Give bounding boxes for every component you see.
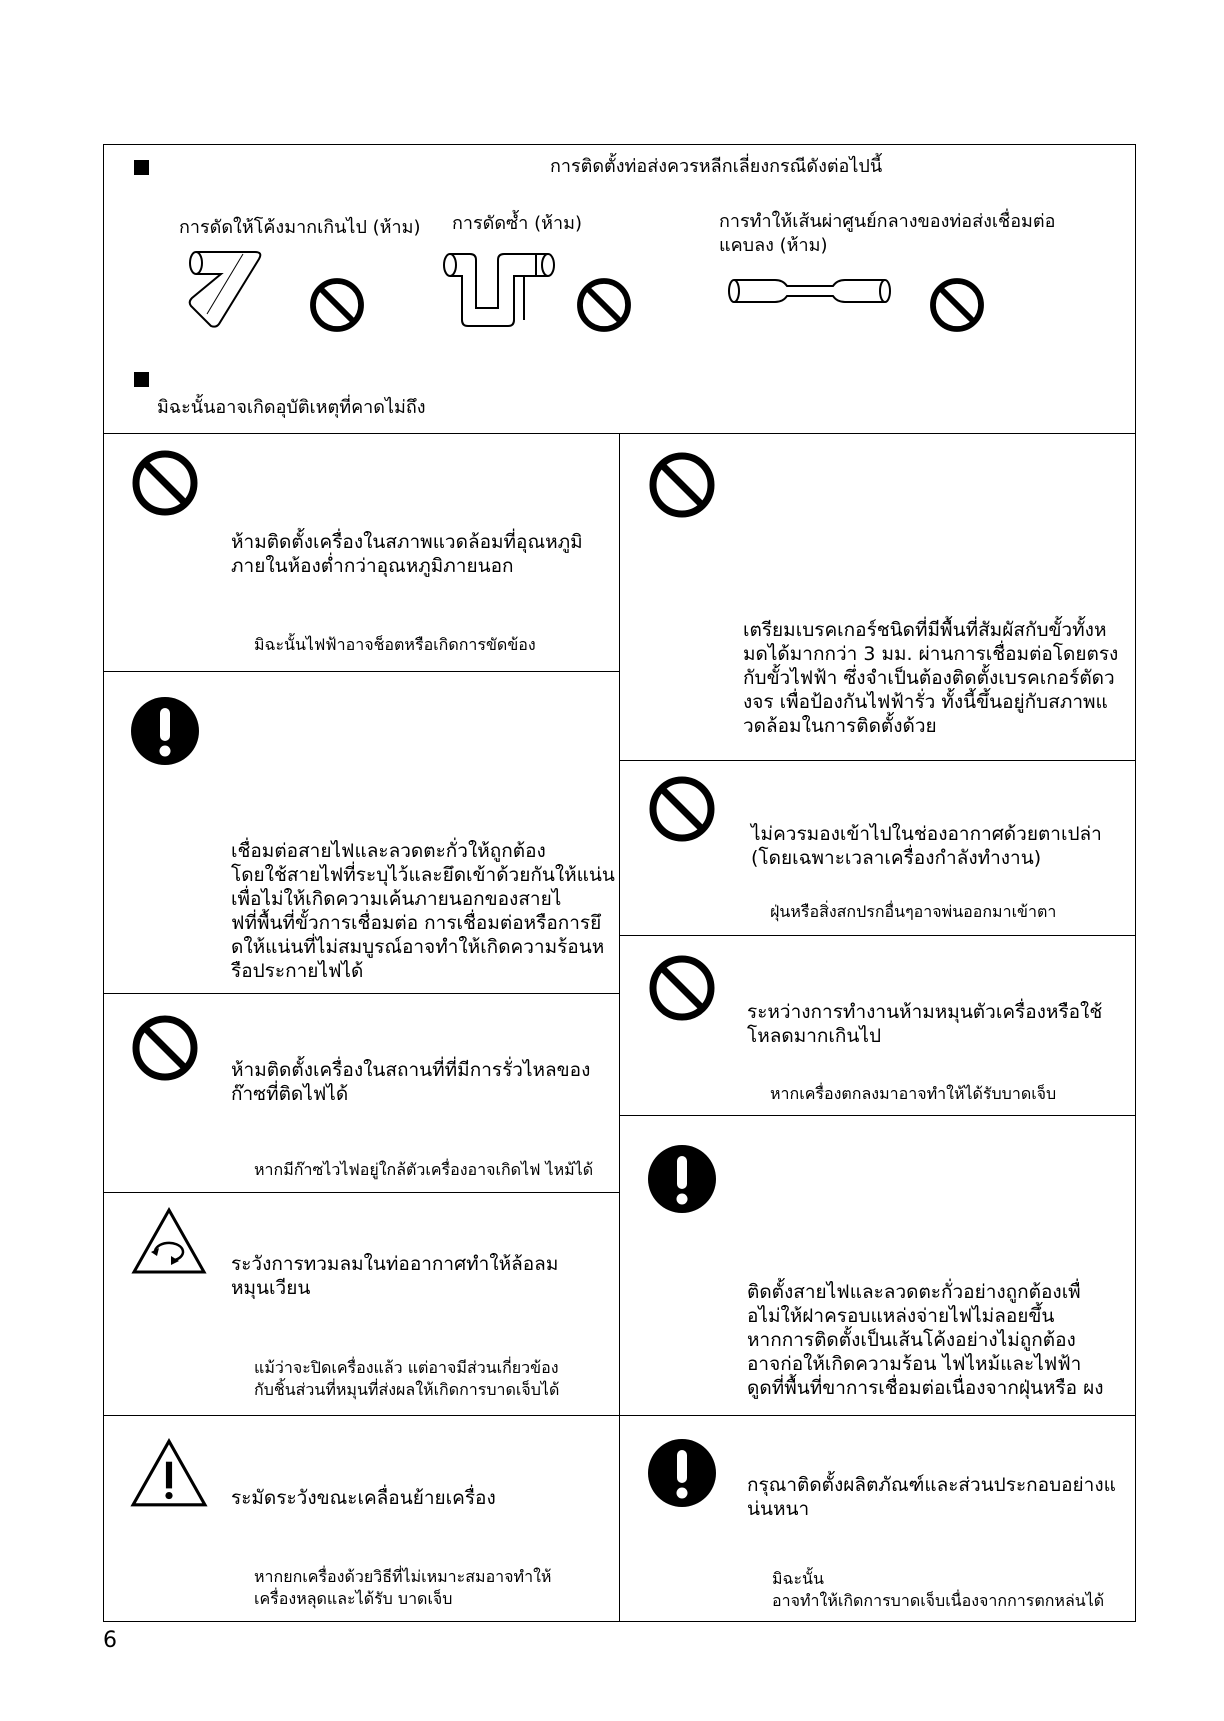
warning-text: ระมัดระวังขณะเคลื่อนย้ายเครื่อง — [231, 1487, 496, 1509]
warning-text: ฟที่พื้นที่ขั้วการเชื่อมต่อ การเชื่อมต่อหรือการยึ — [231, 912, 602, 934]
mandatory-icon — [647, 1438, 717, 1508]
warning-text: น่นหนา — [747, 1498, 810, 1520]
warning-note: อาจทำให้เกิดการบาดเจ็บเนื่องจากการตกหล่นได้ — [772, 1591, 1105, 1610]
warning-note: มิฉะนั้น — [772, 1569, 824, 1588]
divider — [619, 433, 620, 1622]
divider — [103, 1192, 619, 1193]
divider — [619, 935, 1136, 936]
caution-icon — [130, 1437, 208, 1509]
bullet-square — [134, 372, 149, 387]
divider — [619, 1415, 1136, 1416]
rotating-parts-warning-icon — [130, 1206, 208, 1276]
narrowed-pipe-illustration — [727, 276, 893, 306]
example-label-narrowed-2: แคบลง (ห้าม) — [719, 235, 828, 256]
overbent-pipe-illustration — [183, 248, 278, 330]
divider — [619, 1115, 1136, 1116]
example-label-overbend: การดัดให้โค้งมากเกินไป (ห้าม) — [179, 217, 421, 238]
warning-note: มิฉะนั้นไฟฟ้าอาจช็อตหรือเกิดการขัดข้อง — [254, 635, 536, 654]
warning-text: อไม่ให้ฝาครอบแหล่งจ่ายไฟไม่ลอยขึ้น — [747, 1305, 1055, 1327]
warning-text: เพื่อไม่ให้เกิดความเค้นภายนอกของสายไ — [231, 888, 562, 910]
mandatory-icon — [647, 1144, 717, 1214]
prohibition-icon — [575, 276, 633, 334]
warning-text: หมุนเวียน — [231, 1277, 311, 1299]
prohibition-icon — [647, 450, 717, 520]
warning-text: ห้ามติดตั้งเครื่องในสภาพแวดล้อมที่อุณหภูมิ — [231, 531, 583, 553]
warning-text: ห้ามติดตั้งเครื่องในสถานที่ที่มีการรั่วไหลของ — [231, 1059, 591, 1081]
bullet-square — [134, 160, 149, 175]
repeatedly-bent-pipe-illustration — [440, 250, 558, 328]
warning-text: โดยใช้สายไฟที่ระบุไว้และยึดเข้าด้วยกันให้แน่น — [231, 864, 615, 886]
page-number: 6 — [103, 1628, 117, 1653]
warning-note: หากยกเครื่องด้วยวิธีที่ไม่เหมาะสมอาจทำให้ — [254, 1567, 552, 1586]
warning-text: ก๊าซที่ติดไฟได้ — [231, 1083, 349, 1105]
warning-text: ระวังการทวมลมในท่ออากาศทำให้ล้อลม — [231, 1253, 559, 1275]
prohibition-icon — [928, 276, 986, 334]
warning-note: เครื่องหลุดและได้รับ บาดเจ็บ — [254, 1589, 453, 1608]
divider — [103, 993, 619, 994]
prohibition-icon — [130, 1013, 200, 1083]
warning-text: เตรียมเบรคเกอร์ชนิดที่มีพื้นที่สัมผัสกับขั้วทั้งห — [743, 619, 1107, 641]
warning-text: ภายในห้องต่ำกว่าอุณหภูมิภายนอก — [231, 555, 514, 577]
divider — [619, 760, 1136, 761]
warning-text: ติดตั้งสายไฟและลวดตะกั่วอย่างถูกต้องเพื่ — [747, 1281, 1081, 1303]
warning-text: หากการติดตั้งเป็นเส้นโค้งอย่างไม่ถูกต้อง — [747, 1329, 1076, 1351]
warning-text: วดล้อมในการติดตั้งด้วย — [743, 715, 937, 737]
header-note: มิฉะนั้นอาจเกิดอุบัติเหตุที่คาดไม่ถึง — [157, 397, 426, 418]
warning-note: กับชิ้นส่วนที่หมุนที่ส่งผลให้เกิดการบาดเจ็บได้ — [254, 1380, 560, 1399]
warning-note: หากมีก๊าซไวไฟอยู่ใกล้ตัวเครื่องอาจเกิดไฟ ไหม้ได้ — [254, 1160, 594, 1179]
prohibition-icon — [647, 953, 717, 1023]
warning-text: ไม่ควรมองเข้าไปในช่องอากาศด้วยตาเปล่า — [751, 823, 1102, 845]
warning-note: ฝุ่นหรือสิ่งสกปรกอื่นๆอาจพ่นออกมาเข้าตา — [770, 902, 1057, 921]
warning-text: กรุณาติดตั้งผลิตภัณฑ์และส่วนประกอบอย่างแ — [747, 1474, 1116, 1496]
warning-text: (โดยเฉพาะเวลาเครื่องกำลังทำงาน) — [751, 847, 1042, 869]
warning-text: งจร เพื่อป้องกันไฟฟ้ารั่ว ทั้งนี้ขึ้นอยู่กับสภาพแ — [743, 691, 1108, 713]
warning-text: เชื่อมต่อสายไฟและลวดตะกั่วให้ถูกต้อง — [231, 840, 546, 862]
warning-text: มดได้มากกว่า 3 มม. ผ่านการเชื่อมต่อโดยตรง — [743, 643, 1119, 665]
warning-text: ดูดที่พื้นที่ขาการเชื่อมต่อเนื่องจากฝุ่นหรือ ผง — [747, 1377, 1104, 1399]
divider — [103, 671, 619, 672]
example-label-narrowed: การทำให้เส้นผ่าศูนย์กลางของท่อส่งเชื่อมต่อ — [719, 211, 1056, 232]
warning-text: ระหว่างการทำงานห้ามหมุนตัวเครื่องหรือใช้ — [747, 1001, 1103, 1023]
warning-note: หากเครื่องตกลงมาอาจทำให้ได้รับบาดเจ็บ — [770, 1084, 1057, 1103]
prohibition-icon — [130, 448, 200, 518]
prohibition-icon — [308, 276, 366, 334]
warning-text: กับขั้วไฟฟ้า ซึ่งจำเป็นต้องติดตั้งเบรคเกอร์ตัดว — [743, 667, 1115, 689]
mandatory-icon — [130, 696, 200, 766]
section-heading: การติดตั้งท่อส่งควรหลีกเลี่ยงกรณีดังต่อไปนี้ — [550, 156, 883, 177]
warning-text: โหลดมากเกินไป — [747, 1025, 882, 1047]
warning-text: อาจก่อให้เกิดความร้อน ไฟไหม้และไฟฟ้า — [747, 1353, 1082, 1375]
example-label-repeated-bend: การดัดซ้ำ (ห้าม) — [452, 213, 582, 234]
warning-text: รือประกายไฟได้ — [231, 960, 364, 982]
warning-text: ดให้แน่นที่ไม่สมบูรณ์อาจทำให้เกิดความร้อนห — [231, 936, 605, 958]
warning-note: แม้ว่าจะปิดเครื่องแล้ว แต่อาจมีส่วนเกี่ยวข้อง — [254, 1358, 559, 1377]
divider — [103, 1415, 619, 1416]
prohibition-icon — [647, 774, 717, 844]
